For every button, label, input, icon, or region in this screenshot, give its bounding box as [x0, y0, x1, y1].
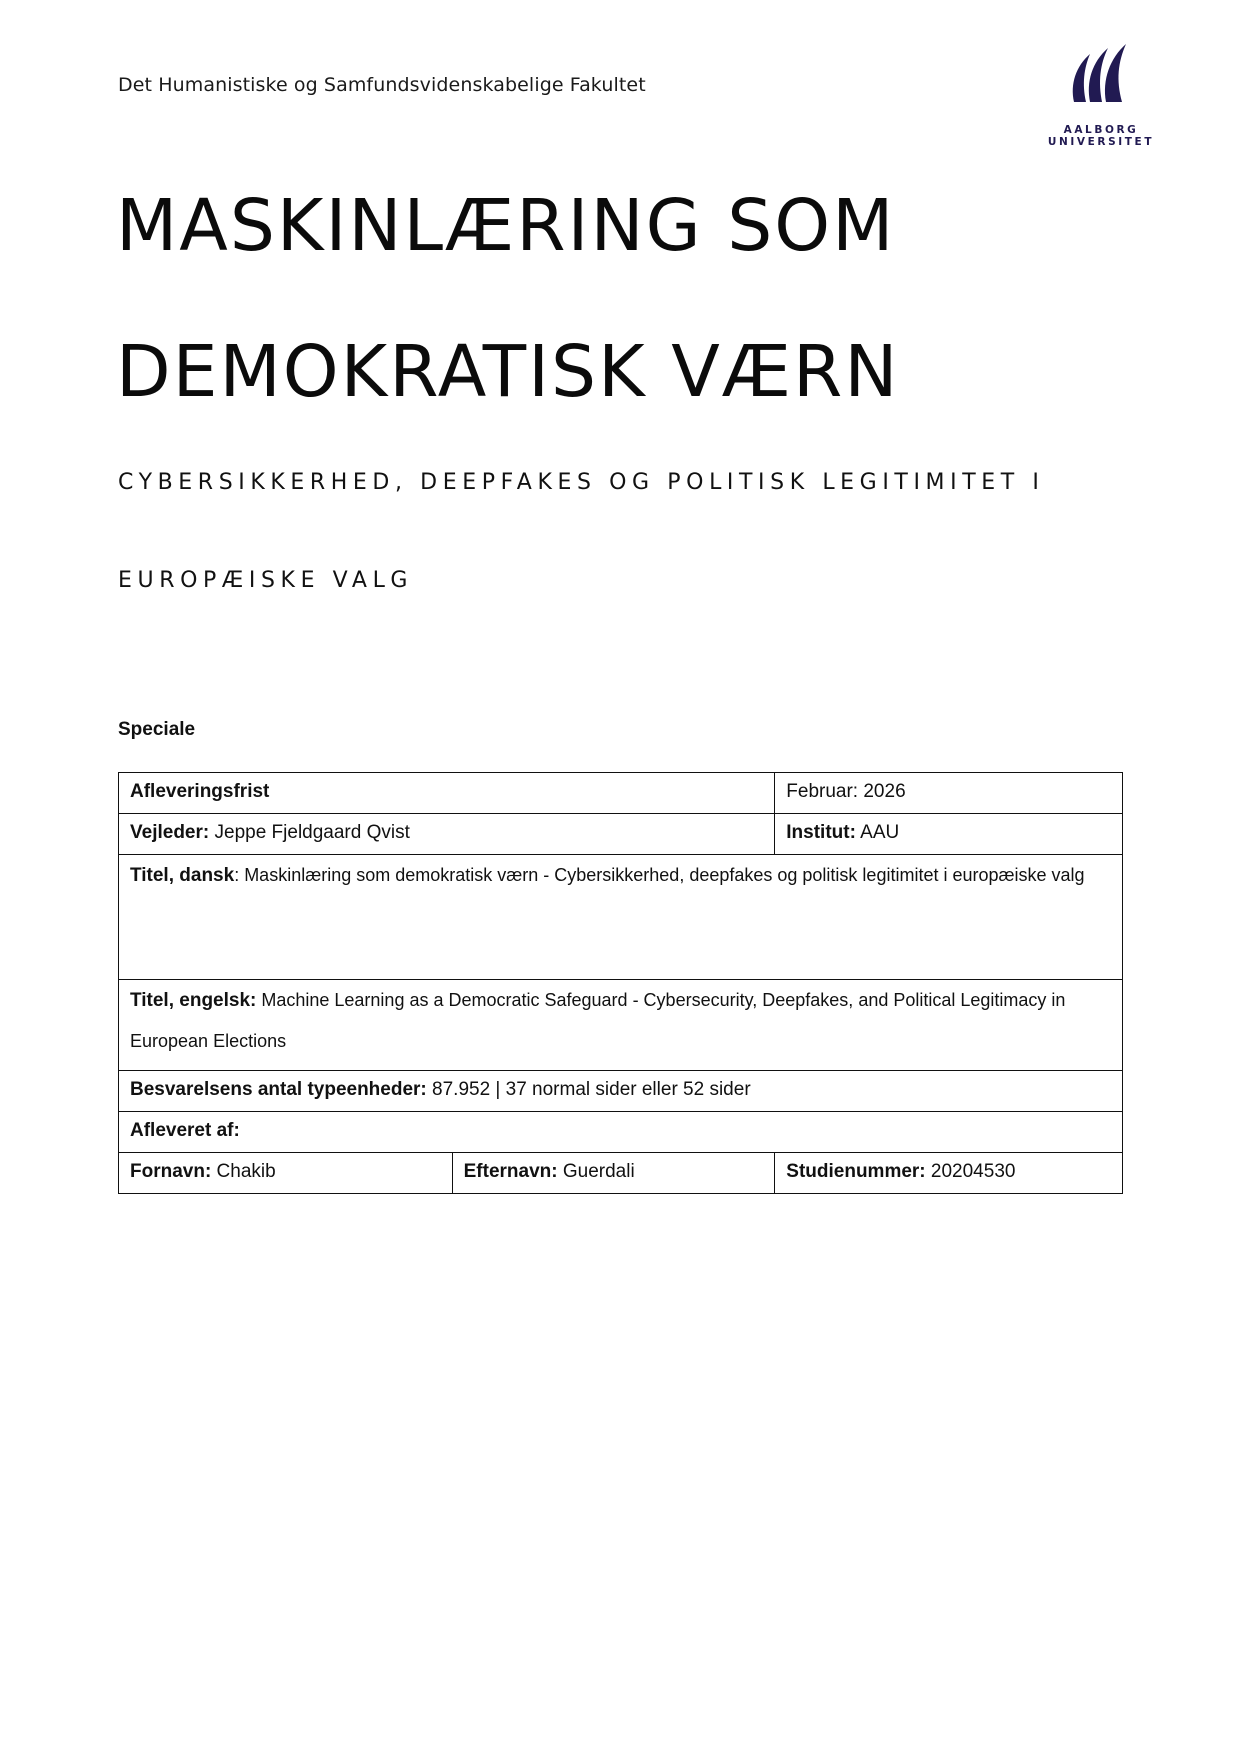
character-count-value: 87.952 | 37 normal sider eller 52 sider	[426, 1079, 751, 1100]
deadline-label: Afleveringsfrist	[130, 781, 270, 802]
title-line-2: DEMOKRATISK VÆRN	[116, 330, 900, 413]
table-row	[119, 1153, 1123, 1194]
institute-value: AAU	[855, 822, 900, 843]
institute-cell	[775, 814, 1123, 855]
thesis-info-table	[118, 772, 1123, 1194]
firstname-label: Fornavn:	[130, 1161, 212, 1182]
faculty-name: Det Humanistiske og Samfundsvidenskabelige Fakultet	[118, 74, 646, 96]
lastname-cell	[452, 1153, 775, 1194]
student-number-value: 20204530	[925, 1161, 1016, 1182]
deadline-value-cell	[775, 773, 1123, 814]
submitted-by-label: Afleveret af:	[130, 1120, 240, 1141]
character-count-cell	[119, 1071, 1123, 1112]
lastname-label: Efternavn:	[463, 1161, 558, 1182]
firstname-value: Chakib	[211, 1161, 276, 1182]
lastname-value: Guerdali	[557, 1161, 635, 1182]
title-line-1: MASKINLÆRING SOM	[116, 184, 896, 267]
aau-wave-logo-icon	[1068, 44, 1132, 106]
student-number-cell	[775, 1153, 1123, 1194]
supervisor-cell	[119, 814, 775, 855]
title-danish-cell	[119, 855, 1123, 980]
university-logo	[1008, 44, 1194, 148]
title-danish-value: : Maskinlæring som demokratisk værn - Cybersikkerhed, deepfakes og politisk legitimitet i europæiske valg	[234, 865, 1085, 885]
table-row	[119, 773, 1123, 814]
table-row	[119, 980, 1123, 1071]
section-label: Speciale	[118, 719, 196, 740]
title-english-value: Machine Learning as a Democratic Safeguard - Cybersecurity, Deepfakes, and Political Legitimacy in European Elections	[130, 990, 1066, 1051]
table-row	[119, 814, 1123, 855]
subtitle-line-1: CYBERSIKKERHED, DEEPFAKES OG POLITISK LEGITIMITET I	[118, 470, 1045, 495]
institute-label: Institut:	[786, 822, 856, 843]
title-danish-label: Titel, dansk	[130, 865, 235, 886]
title-english-cell	[119, 980, 1123, 1071]
university-name: AALBORG UNIVERSITET	[1047, 124, 1155, 148]
student-number-label: Studienummer:	[786, 1161, 926, 1182]
character-count-label: Besvarelsens antal typeenheder:	[130, 1079, 427, 1100]
firstname-cell	[119, 1153, 453, 1194]
submitted-by-cell	[119, 1112, 1123, 1153]
supervisor-label: Vejleder:	[130, 822, 210, 843]
supervisor-value: Jeppe Fjeldgaard Qvist	[209, 822, 410, 843]
deadline-value: Februar: 2026	[786, 781, 906, 802]
subtitle-line-2: EUROPÆISKE VALG	[118, 568, 414, 593]
table-row	[119, 855, 1123, 980]
title-english-label: Titel, engelsk:	[130, 990, 257, 1011]
deadline-label-cell	[119, 773, 775, 814]
table-row	[119, 1112, 1123, 1153]
table-row	[119, 1071, 1123, 1112]
